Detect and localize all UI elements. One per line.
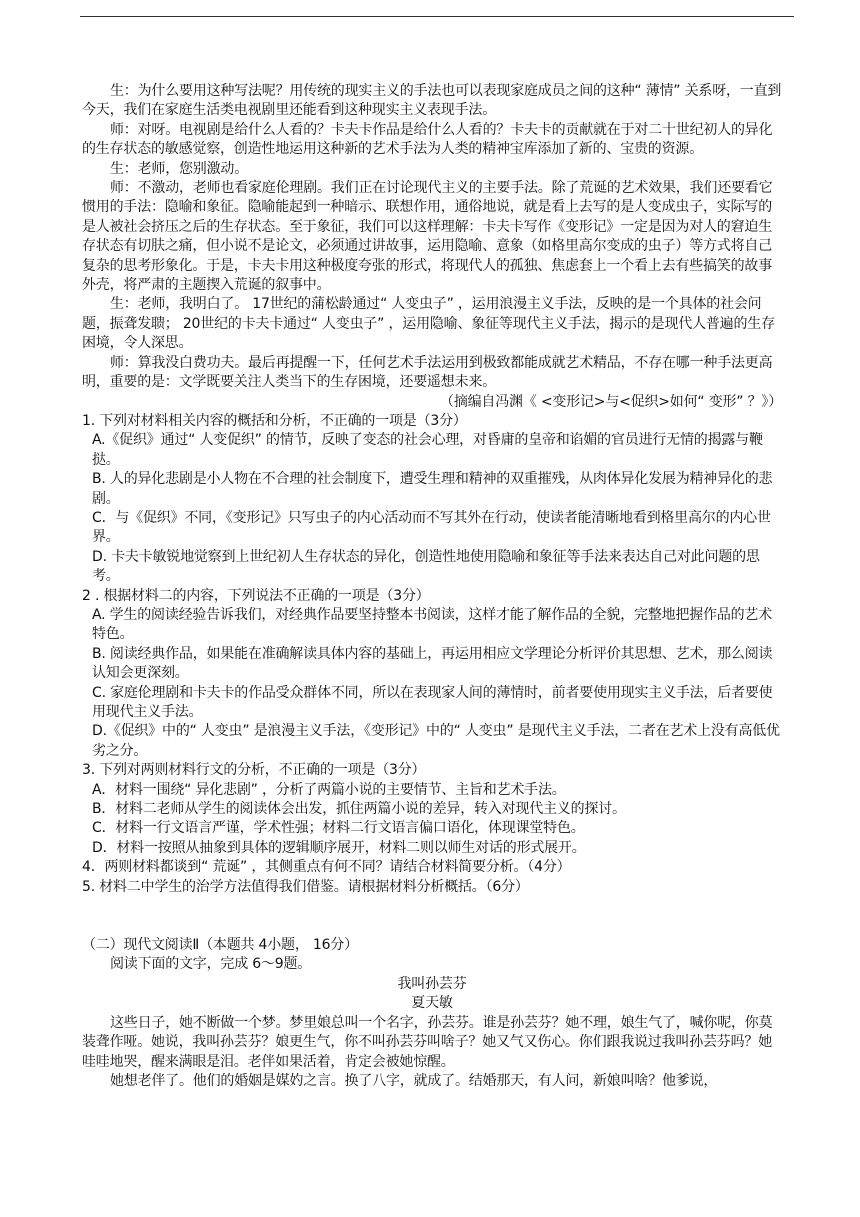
section-2-instruction: 阅读下面的文字，完成 6～9题。 [110,956,312,973]
question-3-option-d: D．材料一按照从抽象到具体的逻辑顺序展开，材料二则以师生对话的形式展开。 [92,839,586,856]
question-1-option-c: C．与《促织》不同，《变形记》只写虫子的内心活动而不写其外在行动，使读者能清晰地看到格里高尔的内心世界。 [92,509,771,546]
question-4: 4．两则材料都谈到“ 荒诞” ，其侧重点有何不同？请结合材料简要分析。（4分） [82,859,571,876]
question-1-option-a: A.《促织》通过“ 人变促织” 的情节，反映了变态的社会心理，对昏庸的皇帝和谄媚的官员进行无情的揭露与鞭挞。 [92,432,763,468]
story-title: 我叫孙芸芬 [397,975,467,992]
question-3-option-a: A．材料一围绕“ 异化悲剧” ，分析了两篇小说的主要情节、主旨和艺术手法。 [92,781,566,798]
question-2-option-a: A. 学生的阅读经验告诉我们，对经典作品要坚持整本书阅读，这样才能了解作品的全貌，完整地把握作品的艺术特色。 [92,606,773,643]
section-gap [82,897,782,936]
question-3-option-c: C．材料一行文语言严谨，学术性强；材料二行文语言偏口语化，体现课堂特色。 [92,820,585,837]
question-1-option-b: B. 人的异化悲剧是小人物在不合理的社会制度下，遭受生理和精神的双重摧残，从肉体异化发展为精神异化的悲剧。 [92,471,773,507]
question-2-option-c: C. 家庭伦理剧和卡夫卡的作品受众群体不同，所以在表现家人间的薄情时，前者要使用现实主义手法，后者要使用现代主义手法。 [92,684,773,720]
question-2-stem: 2 . 根据材料二的内容，下列说法不正确的一项是（3分） [82,587,430,604]
dialogue-paragraph: 师：不激动，老师也看家庭伦理剧。我们正在讨论现代主义的主要手法。除了荒诞的艺术效果，我们还要看它惯用的手法：隐喻和象征。隐喻能起到一种暗示、联想作用，通俗地说，就是看上去写的是人变成虫子，实际写的是人被社会挤压之后的生存状态。至于象征，我们可以这样理解：卡夫卡写作《变形记》一定是因为对人的窘迫生存状态有切肤之痛，但小说不是论文，必须通过讲故事，运用隐喻、意象（如格里高尔变成的虫子）等方式将自己复杂的思考形象化。于是，卡夫卡用这种极度夸张的形式，将现代人的孤独、焦虑套上一个看上去有些搞笑的故事外壳，将严肃的主题揳入荒诞的叙事中。 [82,180,773,294]
question-3-option-b: B．材料二老师从学生的阅读体会出发，抓住两篇小说的差异，转入对现代主义的探讨。 [92,801,626,818]
question-3-stem: 3. 下列对两则材料行文的分析，不正确的一项是（3分） [82,762,426,779]
question-1-option-d: D. 卡夫卡敏锐地觉察到上世纪初人生存状态的异化，创造性地使用隐喻和象征等手法来表达自己对此问题的思考。 [92,548,760,585]
document-body [82,82,782,1091]
question-2-option-b: B. 阅读经典作品，如果能在准确解读具体内容的基础上，再运用相应文学理论分析评价其思想、艺术，那么阅读认知会更深刻。 [92,645,773,682]
dialogue-paragraph: 生：为什么要用这种写法呢？用传统的现实主义的手法也可以表现家庭成员之间的这种“ 薄情” 关系呀，一直到今天，我们在家庭生活类电视剧里还能看到这种现实主义表现手法。 [82,83,782,119]
dialogue-paragraph: 师：对呀。电视剧是给什么人看的？卡夫卡作品是给什么人看的？卡夫卡的贡献就在于对二十世纪初人的异化的生存状态的敏感觉察，创造性地运用这种新的艺术手法为人类的精神宝库添加了新的、宝贵的资源。 [82,121,773,158]
source-citation: （摘编自冯渊《 <变形记>与<促织>如何“ 变形” ？》） [440,393,782,410]
question-1-stem: 1. 下列对材料相关内容的概括和分析，不正确的一项是（3分） [82,412,467,429]
story-paragraph: 这些日子，她不断做一个梦。梦里娘总叫一个名字，孙芸芬。谁是孙芸芬？她不理，娘生气了，喊你呢，你莫装聋作哑。她说，我叫孙芸芬？娘更生气，你不叫孙芸芬叫啥子？她又气又伤心。你们跟我说过我叫孙芸芬吗？她哇哇地哭，醒来满眼是泪。老伴如果活着，肯定会被她惊醒。 [82,1014,773,1070]
question-5: 5. 材料二中学生的治学方法值得我们借鉴。请根据材料分析概括。（6分） [82,878,529,895]
dialogue-paragraph: 生：老师，您别激动。 [110,160,248,177]
top-rule [80,16,794,17]
dialogue-paragraph: 师：算我没白费功夫。最后再提醒一下，任何艺术手法运用到极致都能成就艺术精品，不存在哪一种手法更高明，重要的是：文学既要关注人类当下的生存困境，还要遥想未来。 [82,354,773,391]
section-2-heading: （二）现代文阅读Ⅱ（本题共 4小题， 16分） [82,937,358,954]
question-2-option-d: D.《促织》中的“ 人变虫” 是浪漫主义手法，《变形记》中的“ 人变虫” 是现代主义手法，二者在艺术上没有高低优劣之分。 [92,723,780,759]
story-author: 夏天敏 [411,995,453,1012]
dialogue-paragraph: 生：老师，我明白了。 17世纪的蒲松龄通过“ 人变虫子” ，运用浪漫主义手法，反映的是一个具体的社会问题，振聋发聩； 20世纪的卡夫卡通过“ 人变虫子” ，运用隐喻、象征等现代主义手法，揭示的是现代人普遍的生存困境，令人深思。 [82,296,775,352]
story-paragraph: 她想老伴了。他们的婚姻是媒妁之言。换了八字，就成了。结婚那天，有人问，新娘叫啥？他爹说， [110,1072,718,1089]
